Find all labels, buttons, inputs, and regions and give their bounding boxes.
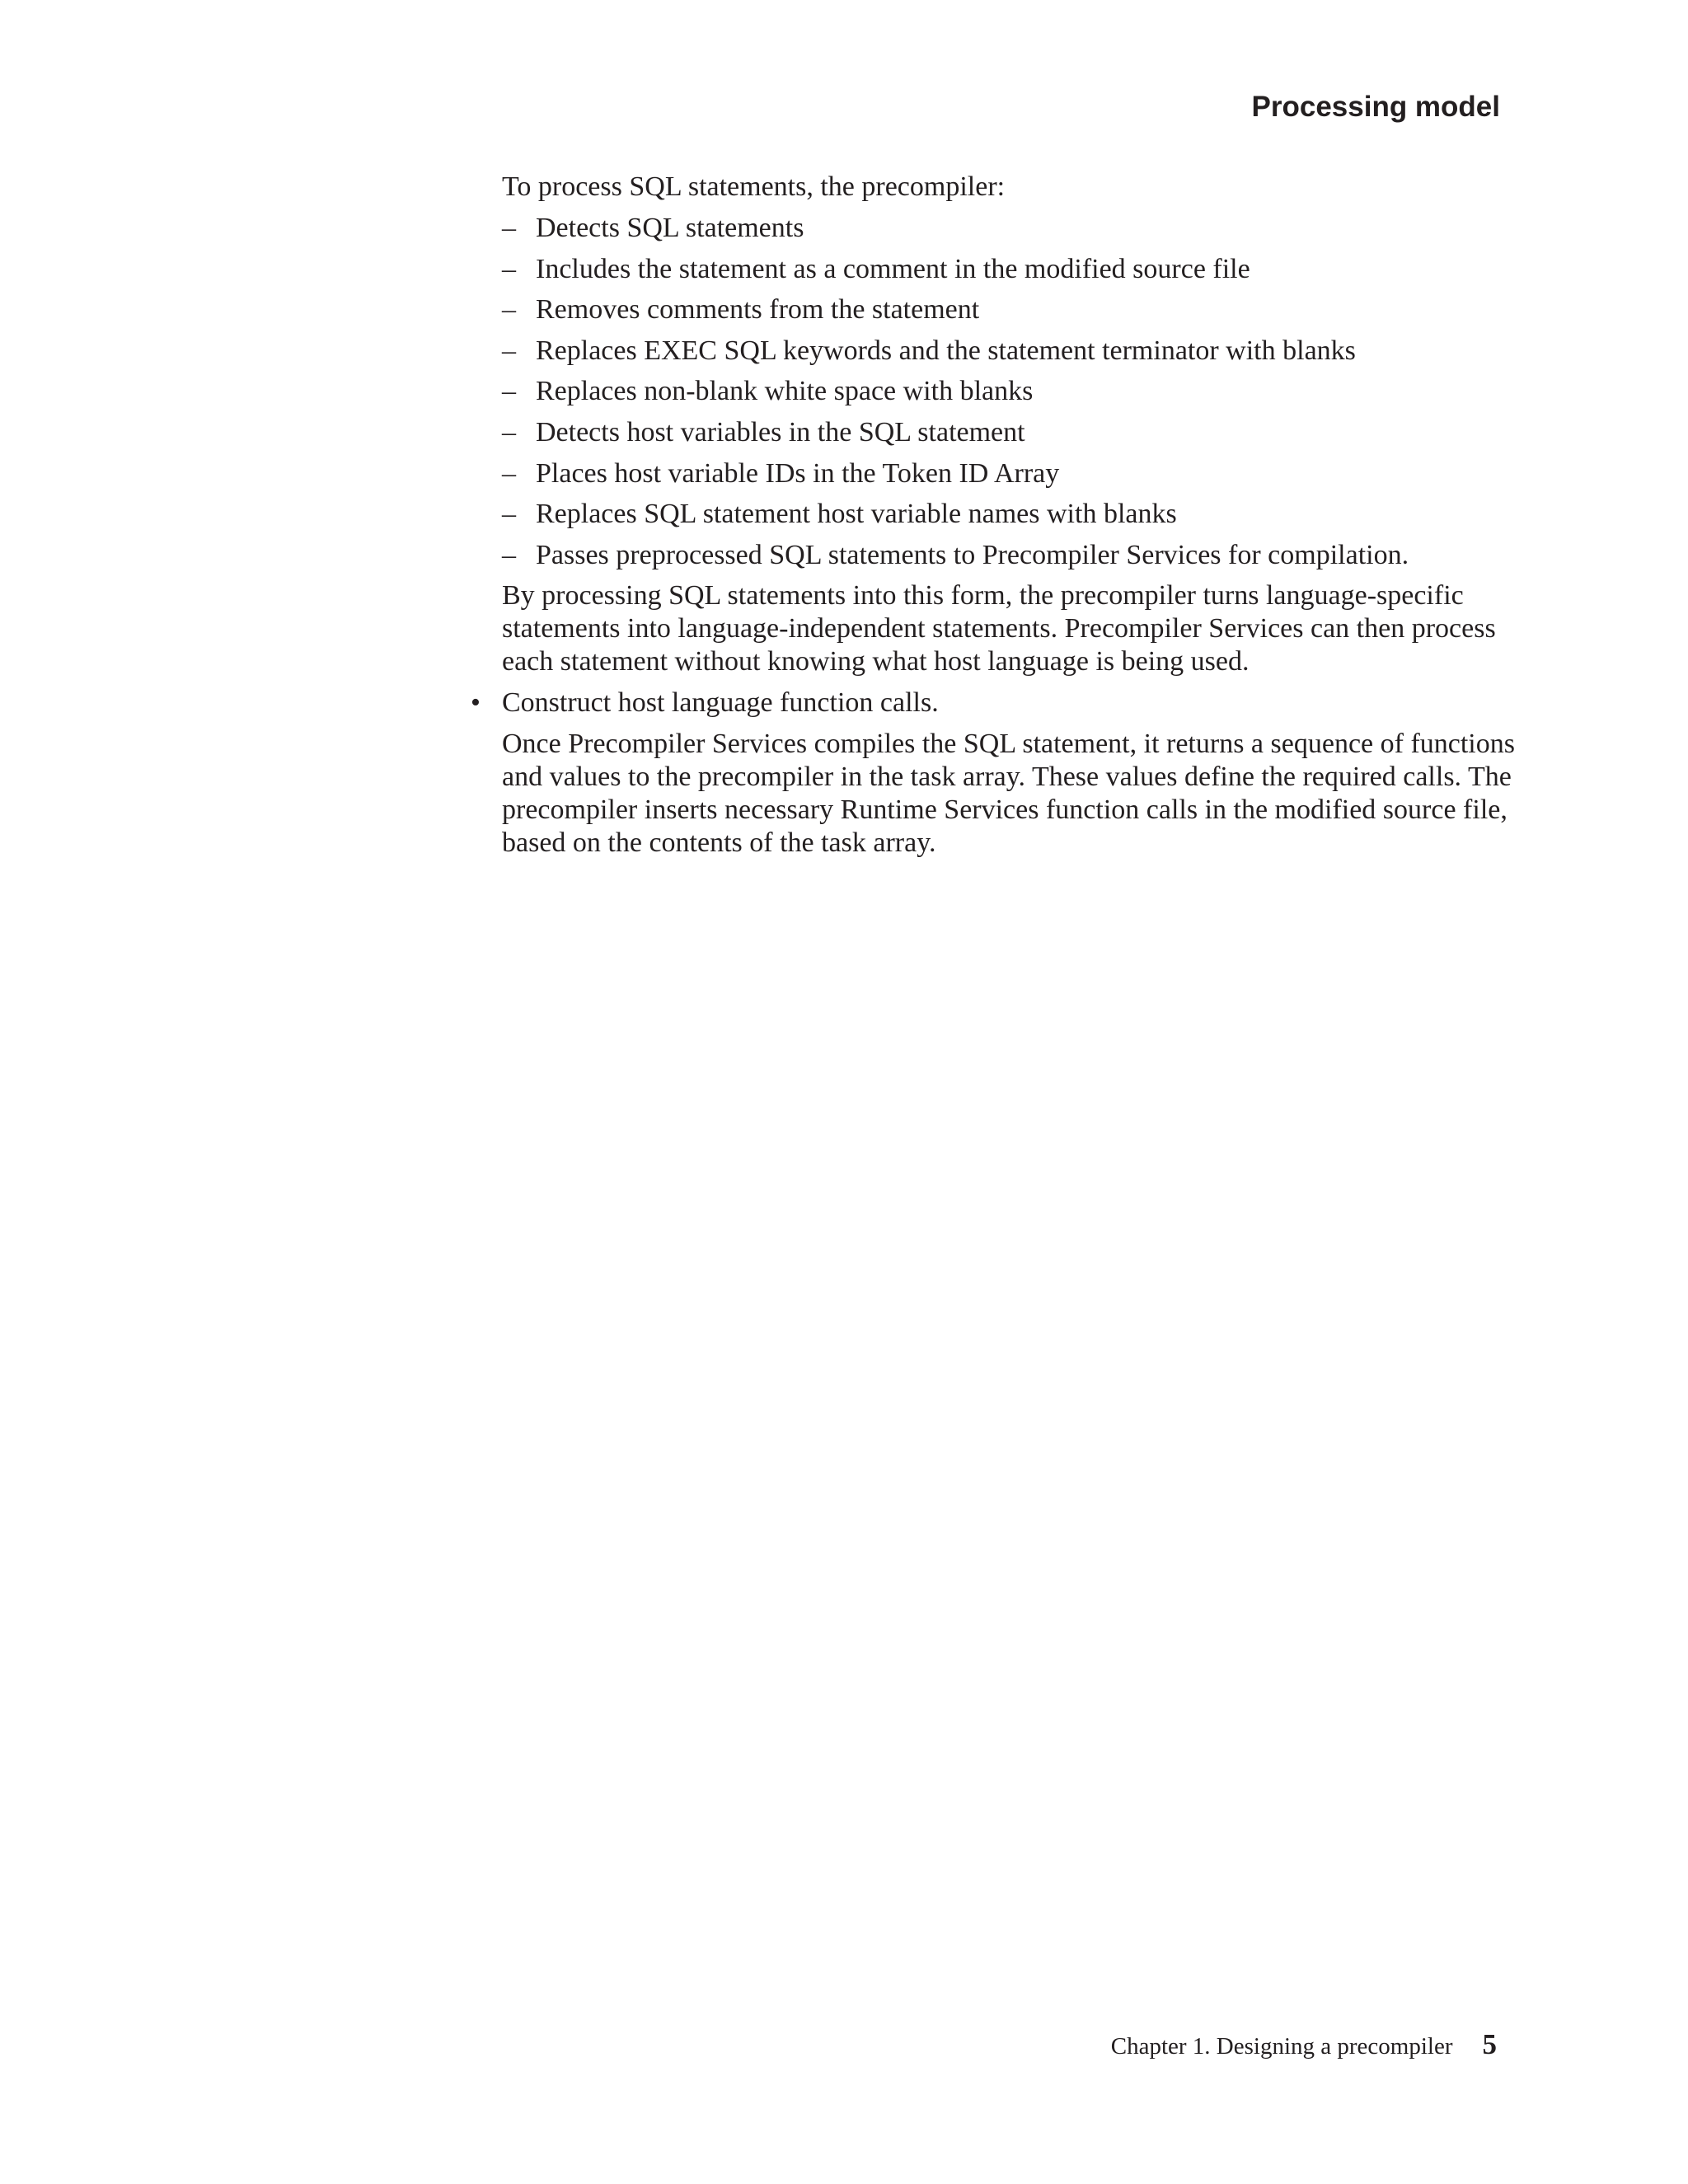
list-item-text: Passes preprocessed SQL statements to Precompiler Services for compilation. — [536, 539, 1409, 570]
language-independence-paragraph: By processing SQL statements into this form, the precompiler turns language-specific statements into language-independent statements. Precompiler Services can then process each statement without knowing what host language is being used. — [502, 580, 1496, 677]
list-item — [502, 335, 1524, 368]
dash-marker: – — [502, 376, 516, 407]
list-item — [502, 457, 1524, 490]
dash-marker: – — [502, 539, 516, 570]
dash-marker: – — [502, 499, 516, 530]
list-item — [502, 212, 1524, 245]
intro-sentence: To process SQL statements, the precompiler: — [502, 171, 1006, 202]
page-footer — [1111, 2028, 1497, 2061]
dash-marker: – — [502, 253, 516, 284]
bullet-marker: • — [471, 687, 481, 719]
function-calls-paragraph: Once Precompiler Services compiles the SQL statement, it returns a sequence of functions and values to the precompiler in the task array. These values define the required calls. The precompiler inserts necessary Runtime Services function calls in the modified source file, based on the contents of the task array. — [502, 729, 1515, 859]
dash-marker: – — [502, 294, 516, 326]
page-body — [471, 171, 1524, 860]
list-item-text: Removes comments from the statement — [536, 294, 980, 326]
list-item — [502, 375, 1524, 408]
dash-marker: – — [502, 213, 516, 243]
list-item-text: Replaces non-blank white space with blanks — [536, 376, 1034, 407]
list-item — [502, 416, 1524, 449]
list-item — [502, 253, 1524, 286]
list-item-text: Replaces SQL statement host variable names with blanks — [536, 499, 1177, 530]
list-item — [502, 293, 1524, 326]
footer-chapter-title: Chapter 1. Designing a precompiler — [1110, 2033, 1453, 2060]
bullet-item-text: Construct host language function calls. — [502, 687, 939, 719]
dash-marker: – — [502, 416, 516, 448]
running-header-title: Processing model — [1251, 91, 1500, 123]
list-item-text: Places host variable IDs in the Token ID Array — [536, 457, 1060, 489]
list-item-text: Detects SQL statements — [536, 213, 804, 243]
dash-marker: – — [502, 457, 516, 489]
page-number: 5 — [1482, 2028, 1497, 2060]
list-item-text: Includes the statement as a comment in the modified source file — [536, 253, 1250, 284]
list-item-text: Detects host variables in the SQL statement — [536, 416, 1025, 448]
dash-marker: – — [502, 335, 516, 366]
list-item — [502, 539, 1524, 572]
list-item-text: Replaces EXEC SQL keywords and the statement terminator with blanks — [536, 335, 1356, 366]
list-item — [502, 498, 1524, 531]
precompiler-steps-list — [502, 212, 1524, 572]
bullet-list-item — [471, 687, 1524, 719]
